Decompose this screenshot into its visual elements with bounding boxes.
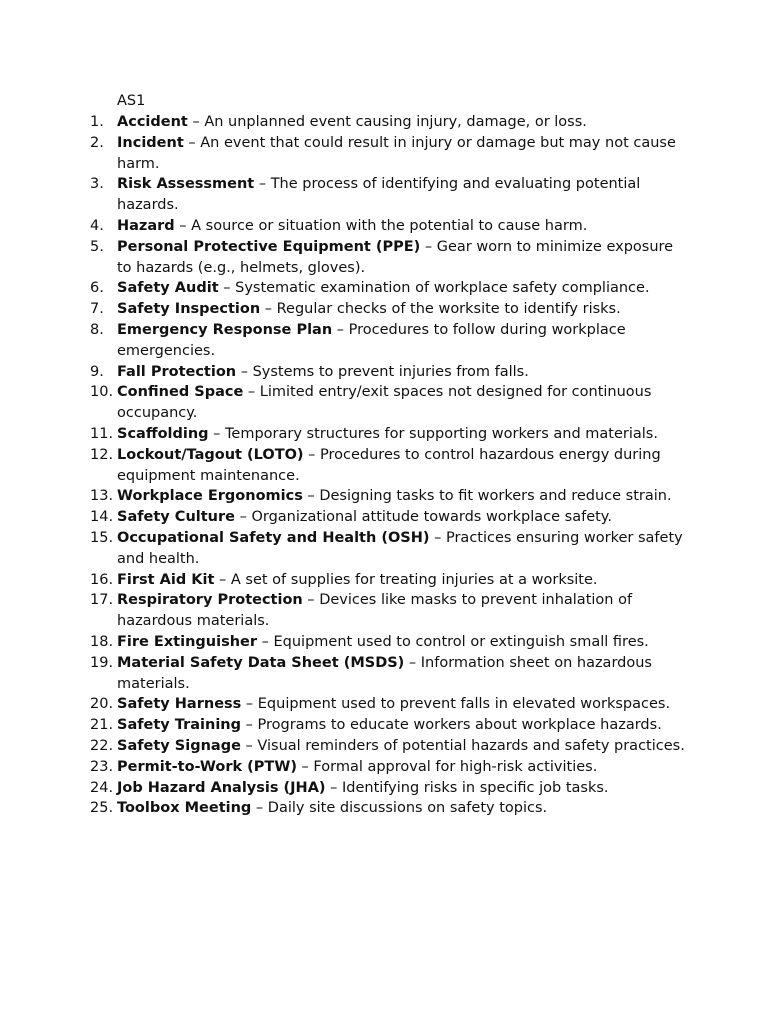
list-item <box>90 445 690 487</box>
item-separator: – <box>174 217 192 234</box>
item-separator: – <box>302 488 320 505</box>
item-term: Scaffolding <box>117 425 209 442</box>
item-term: Safety Inspection <box>117 301 261 318</box>
list-item <box>90 694 690 715</box>
list-item <box>90 507 690 528</box>
item-number: 1. <box>90 114 104 130</box>
item-number: 4. <box>90 217 104 234</box>
item-number: 25. <box>90 800 114 817</box>
list-item <box>90 632 690 653</box>
item-definition: Organizational attitude towards workplace safety. <box>251 509 612 526</box>
item-number: 13. <box>90 488 114 505</box>
item-definition: Temporary structures for supporting workers and materials. <box>225 425 658 442</box>
item-term: Safety Signage <box>117 737 241 754</box>
item-definition: Designing tasks to fit workers and reduce strain. <box>319 488 672 505</box>
list-item <box>90 278 690 299</box>
list-item <box>90 528 690 570</box>
item-definition: Systems to prevent injuries from falls. <box>252 363 529 380</box>
document-title: AS1 <box>117 93 146 109</box>
list-item <box>90 216 690 237</box>
list-item <box>90 174 690 216</box>
list-item <box>90 570 690 591</box>
item-separator: – <box>236 363 253 380</box>
item-term: Safety Training <box>117 717 242 734</box>
item-term: Fall Protection <box>117 363 237 380</box>
item-definition: Identifying risks in specific job tasks. <box>342 779 609 796</box>
item-separator: – <box>251 800 268 817</box>
item-definition: A source or situation with the potential to cause harm. <box>191 217 588 234</box>
item-term: Respiratory Protection <box>117 592 303 609</box>
item-number: 11. <box>90 425 114 442</box>
item-separator: – <box>303 446 321 463</box>
item-number: 10. <box>90 384 114 401</box>
item-number: 6. <box>90 280 104 297</box>
item-number: 8. <box>90 321 104 338</box>
list-item <box>90 653 690 695</box>
item-separator: – <box>254 176 271 193</box>
list-item <box>90 112 690 133</box>
item-number: 17. <box>90 592 114 609</box>
item-number: 3. <box>90 176 104 193</box>
item-separator: – <box>208 425 226 442</box>
item-term: Accident <box>117 114 188 130</box>
item-number: 20. <box>90 696 114 713</box>
item-separator: – <box>420 238 437 255</box>
item-number: 19. <box>90 654 114 671</box>
item-separator: – <box>296 758 314 775</box>
item-term: Occupational Safety and Health (OSH) <box>117 529 430 546</box>
item-definition: Practices ensuring worker safety and health. <box>117 529 683 567</box>
item-number: 18. <box>90 633 114 650</box>
item-term: Job Hazard Analysis (JHA) <box>117 779 326 796</box>
item-number: 5. <box>90 238 104 255</box>
item-separator: – <box>243 384 260 401</box>
list-item <box>90 715 690 736</box>
item-number: 14. <box>90 509 114 526</box>
list-item <box>90 133 690 175</box>
item-separator: – <box>241 696 258 713</box>
item-term: First Aid Kit <box>117 571 215 588</box>
item-separator: – <box>429 529 446 546</box>
item-term: Permit-to-Work (PTW) <box>117 758 297 775</box>
item-number: 16. <box>90 571 114 588</box>
list-item <box>90 798 690 819</box>
item-definition: Procedures to follow during workplace emergencies. <box>117 321 626 359</box>
item-term: Personal Protective Equipment (PPE) <box>117 238 421 255</box>
item-term: Fire Extinguisher <box>117 633 258 650</box>
item-definition: Systematic examination of workplace safety compliance. <box>235 280 650 297</box>
item-definition: Procedures to control hazardous energy during equipment maintenance. <box>117 446 661 484</box>
list-item <box>90 424 690 445</box>
item-term: Emergency Response Plan <box>117 321 333 338</box>
item-number: 21. <box>90 717 114 734</box>
item-definition: Equipment used to control or extinguish small fires. <box>273 633 649 650</box>
item-separator: – <box>325 779 343 796</box>
item-term: Material Safety Data Sheet (MSDS) <box>117 654 405 671</box>
item-separator: – <box>332 321 349 338</box>
item-term: Workplace Ergonomics <box>117 488 303 505</box>
item-term: Incident <box>117 134 184 151</box>
item-definition: Regular checks of the worksite to identify risks. <box>276 301 621 318</box>
item-number: 23. <box>90 758 114 775</box>
term-list <box>90 112 690 819</box>
item-separator: – <box>404 654 421 671</box>
item-definition: Visual reminders of potential hazards and safety practices. <box>257 737 685 754</box>
item-term: Safety Audit <box>117 280 219 297</box>
item-separator: – <box>234 509 252 526</box>
item-separator: – <box>260 301 277 318</box>
list-item <box>90 757 690 778</box>
item-definition: Limited entry/exit spaces not designed for continuous occupancy. <box>117 384 652 422</box>
item-number: 7. <box>90 301 104 318</box>
item-number: 12. <box>90 446 114 463</box>
item-definition: Gear worn to minimize exposure to hazards (e.g., helmets, gloves). <box>117 238 674 276</box>
list-item <box>90 590 690 632</box>
item-term: Safety Culture <box>117 509 235 526</box>
item-term: Safety Harness <box>117 696 242 713</box>
list-item <box>90 237 690 279</box>
item-term: Hazard <box>117 217 175 234</box>
item-definition: Equipment used to prevent falls in elevated workspaces. <box>257 696 671 713</box>
item-separator: – <box>257 633 274 650</box>
item-separator: – <box>240 737 258 754</box>
item-separator: – <box>218 280 236 297</box>
item-definition: Devices like masks to prevent inhalation of hazardous materials. <box>117 592 633 630</box>
item-number: 24. <box>90 779 114 796</box>
list-item <box>90 299 690 320</box>
item-separator: – <box>302 592 320 609</box>
list-item <box>90 486 690 507</box>
item-definition: A set of supplies for treating injuries at a worksite. <box>230 571 598 588</box>
item-number: 9. <box>90 363 104 380</box>
item-number: 15. <box>90 529 114 546</box>
item-definition: An event that could result in injury or damage but may not cause harm. <box>117 134 676 172</box>
item-number: 22. <box>90 737 114 754</box>
item-definition: Daily site discussions on safety topics. <box>267 800 548 817</box>
item-definition: Information sheet on hazardous materials. <box>117 654 652 692</box>
item-definition: Formal approval for high-risk activities. <box>313 758 598 775</box>
list-item <box>90 736 690 757</box>
item-separator: – <box>214 571 231 588</box>
item-term: Risk Assessment <box>117 176 255 193</box>
item-definition: The process of identifying and evaluating potential hazards. <box>117 176 641 214</box>
item-number: 2. <box>90 134 104 151</box>
item-separator: – <box>183 134 201 151</box>
list-item <box>90 362 690 383</box>
item-term: Lockout/Tagout (LOTO) <box>117 446 304 463</box>
item-term: Toolbox Meeting <box>117 800 252 817</box>
item-definition: Programs to educate workers about workplace hazards. <box>257 717 662 734</box>
list-item <box>90 778 690 799</box>
list-item <box>90 320 690 362</box>
item-term: Confined Space <box>117 384 244 401</box>
list-item <box>90 382 690 424</box>
item-definition: An unplanned event causing injury, damage, or loss. <box>204 114 587 130</box>
item-separator: – <box>187 114 205 130</box>
item-separator: – <box>241 717 258 734</box>
